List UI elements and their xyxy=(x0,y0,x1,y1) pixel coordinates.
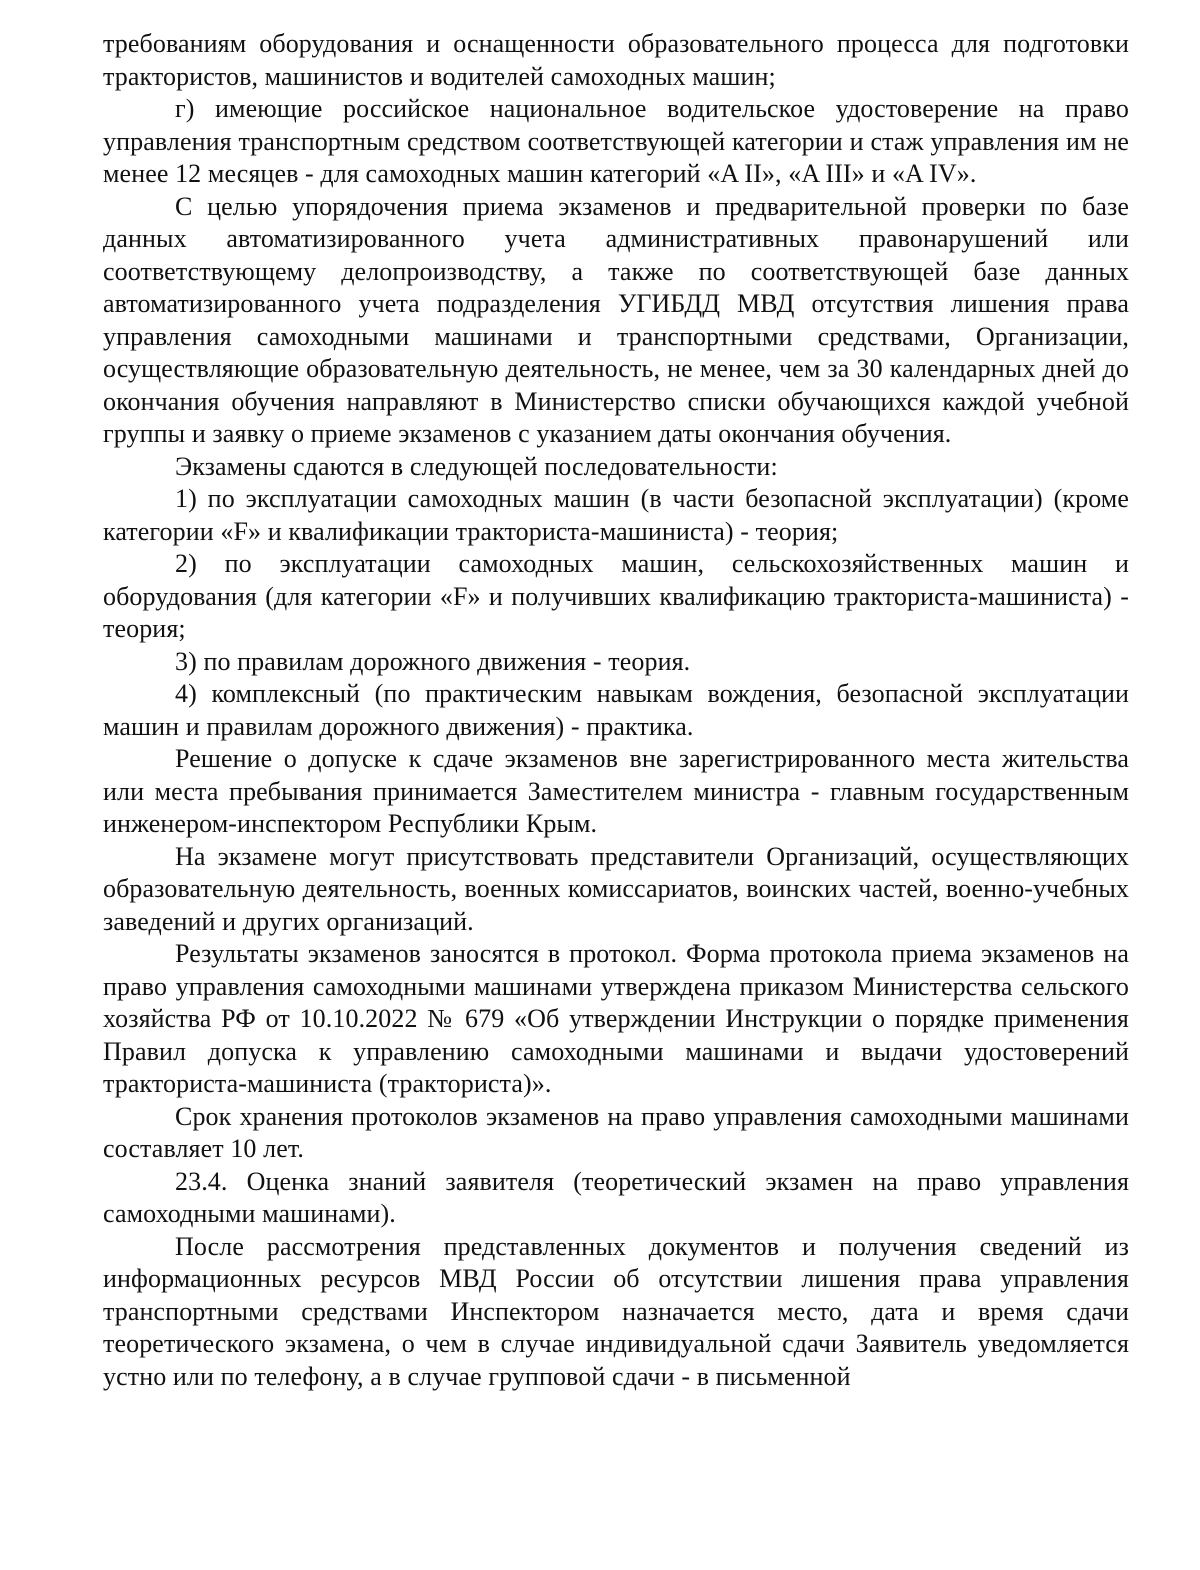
paragraph-exam-order-purpose: С целью упорядочения приема экзаменов и предварительной проверки по базе данных автоматизированного учета административных правонарушений или соответствующему делопроизводству, а также по соответствующей базе данных автоматизированного учета подразделения УГИБДД МВД отсутствия лишения права управления самоходными машинами и транспортными средствами, Организации, осуществляющие образовательную деятельность, не менее, чем за 30 календарных дней до окончания обучения направляют в Министерство списки обучающихся каждой учебной группы и заявку о приеме экзаменов с указанием даты окончания обучения. xyxy=(103,191,1129,448)
section-heading-23-4: 23.4. Оценка знаний заявителя (теоретический экзамен на право управления самоходными машинами). xyxy=(103,1166,1129,1228)
paragraph-protocol-retention: Срок хранения протоколов экзаменов на право управления самоходными машинами составляет 10 лет. xyxy=(103,1101,1129,1163)
paragraph-exam-sequence-intro: Экзамены сдаются в следующей последовательности: xyxy=(175,451,778,481)
paragraph-theory-exam-scheduling: После рассмотрения представленных документов и получения сведений из информационных ресурсов МВД России об отсутствии лишения права управления транспортными средствами Инспектором назначается место, дата и время сдачи теоретического экзамена, о чем в случае индивидуальной сдачи Заявитель уведомляется устно или по телефону, а в случае групповой сдачи - в письменной xyxy=(103,1231,1129,1391)
list-item-exam-4: 4) комплексный (по практическим навыкам вождения, безопасной эксплуатации машин и правилам дорожного движения) - практика. xyxy=(103,679,1129,741)
list-item-exam-2: 2) по эксплуатации самоходных машин, сельскохозяйственных машин и оборудования (для категории «F» и получивших квалификацию тракториста-машиниста) - теория; xyxy=(103,549,1129,643)
document-body xyxy=(103,28,1129,1393)
paragraph-exam-attendees: На экзамене могут присутствовать представители Организаций, осуществляющих образовательную деятельность, военных комиссариатов, воинских частей, военно-учебных заведений и других организаций. xyxy=(103,841,1129,936)
paragraph-continuation: требованиям оборудования и оснащенности образовательного процесса для подготовки трактористов, машинистов и водителей самоходных машин; xyxy=(103,29,1129,91)
paragraph-exam-protocol: Результаты экзаменов заносятся в протокол. Форма протокола приема экзаменов на право управления самоходными машинами утверждена приказом Министерства сельского хозяйства РФ от 10.10.2022 № 679 «Об утверждении Инструкции о порядке применения Правил допуска к управлению самоходными машинами и выдачи удостоверений тракториста-машиниста (тракториста)». xyxy=(103,939,1129,1098)
list-item-exam-3: 3) по правилам дорожного движения - теория. xyxy=(175,646,691,676)
paragraph-item-g: г) имеющие российское национальное водительское удостоверение на право управления транспортным средством соответствующей категории и стаж управления им не менее 12 месяцев - для самоходных машин категорий «A II», «A III» и «A IV». xyxy=(103,94,1129,188)
list-item-exam-1: 1) по эксплуатации самоходных машин (в части безопасной эксплуатации) (кроме категории «F» и квалификации тракториста-машиниста) - теория; xyxy=(103,484,1129,546)
paragraph-admission-decision: Решение о допуске к сдаче экзаменов вне зарегистрированного места жительства или места пребывания принимается Заместителем министра - главным государственным инженером-инспектором Республики Крым. xyxy=(103,744,1129,838)
